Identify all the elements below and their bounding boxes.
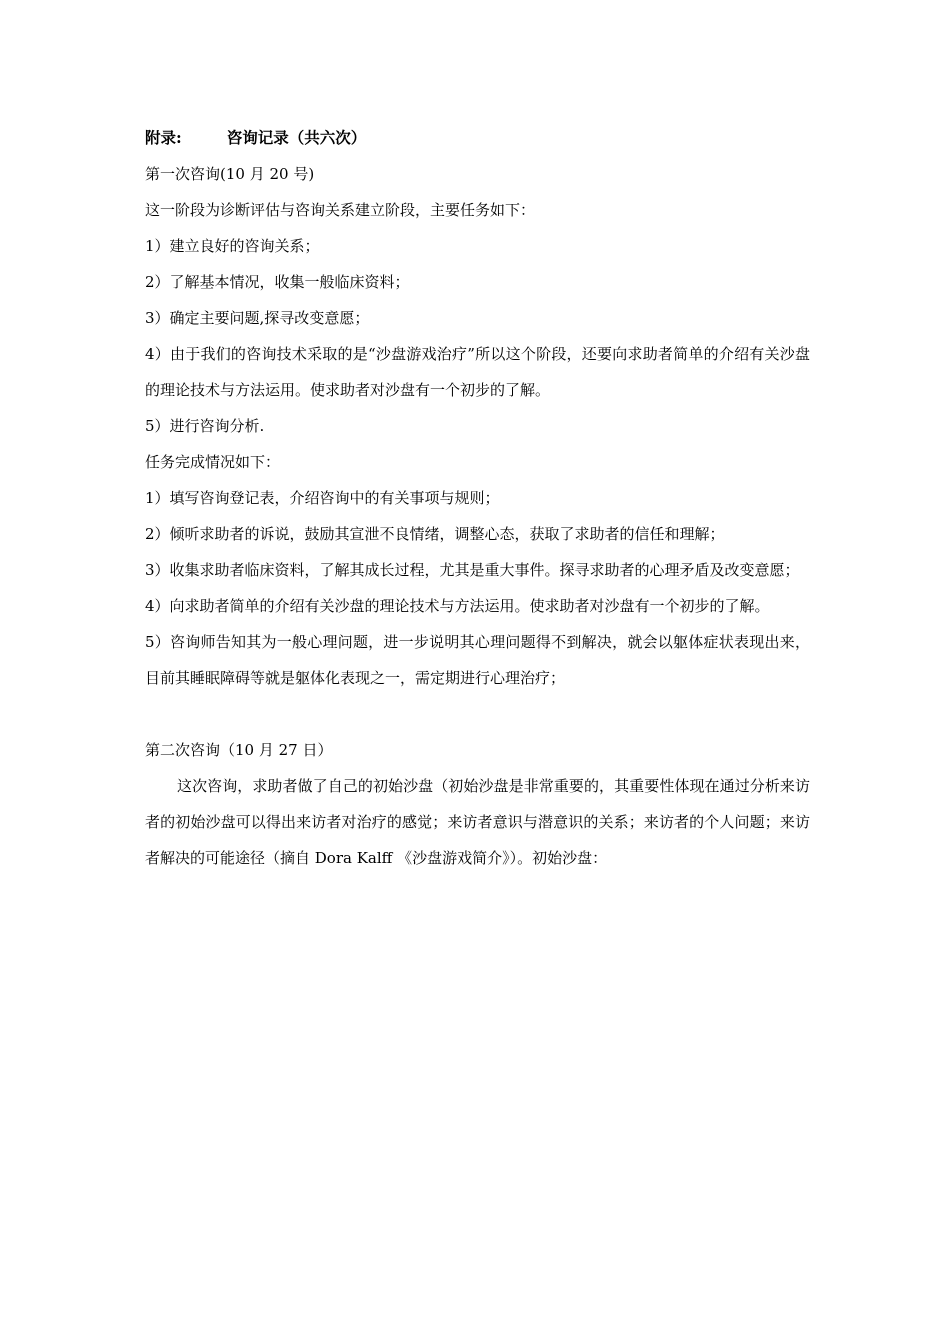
session1-title: 第一次咨询(10 月 20 号) — [145, 165, 315, 183]
session2-title: 第二次咨询（10 月 27 日） — [145, 741, 333, 759]
appendix-heading — [145, 120, 810, 156]
task-item-1: 1）建立良好的咨询关系； — [145, 237, 320, 255]
task-item-3: 3）确定主要问题,探寻改变意愿； — [145, 309, 370, 327]
session1-intro: 这一阶段为诊断评估与咨询关系建立阶段，主要任务如下： — [145, 201, 536, 219]
task-item-4: 4）由于我们的咨询技术采取的是“沙盘游戏治疗”所以这个阶段，还要向求助者简单的介绍有关沙盘的理论技术与方法运用。使求助者对沙盘有一个初步的了解。 — [145, 345, 810, 399]
appendix-title: 咨询记录（共六次） — [226, 128, 367, 147]
section-spacer — [145, 696, 810, 732]
appendix-label: 附录: — [145, 128, 182, 147]
completion-item-4: 4）向求助者简单的介绍有关沙盘的理论技术与方法运用。使求助者对沙盘有一个初步的了解。 — [145, 597, 770, 615]
completion-item-1: 1）填写咨询登记表，介绍咨询中的有关事项与规则； — [145, 489, 500, 507]
completion-title: 任务完成情况如下： — [145, 453, 281, 471]
task-item-5: 5）进行咨询分析. — [145, 417, 265, 435]
completion-item-3: 3）收集求助者临床资料，了解其成长过程，尤其是重大事件。探寻求助者的心理矛盾及改变意愿； — [145, 561, 800, 579]
task-item-2: 2）了解基本情况，收集一般临床资料； — [145, 273, 410, 291]
session2-body: 这次咨询，求助者做了自己的初始沙盘（初始沙盘是非常重要的，其重要性体现在通过分析来访者的初始沙盘可以得出来访者对治疗的感觉；来访者意识与潜意识的关系；来访者的个人问题；来访者解决的可能途径（摘自 Dora Kalff 《沙盘游戏简介》）。初始沙盘： — [145, 777, 810, 867]
completion-item-2: 2）倾听求助者的诉说，鼓励其宣泄不良情绪，调整心态，获取了求助者的信任和理解； — [145, 525, 725, 543]
completion-item-5: 5）咨询师告知其为一般心理问题，进一步说明其心理问题得不到解决，就会以躯体症状表现出来，目前其睡眠障碍等就是躯体化表现之一，需定期进行心理治疗； — [145, 633, 810, 687]
document-body — [145, 120, 810, 876]
